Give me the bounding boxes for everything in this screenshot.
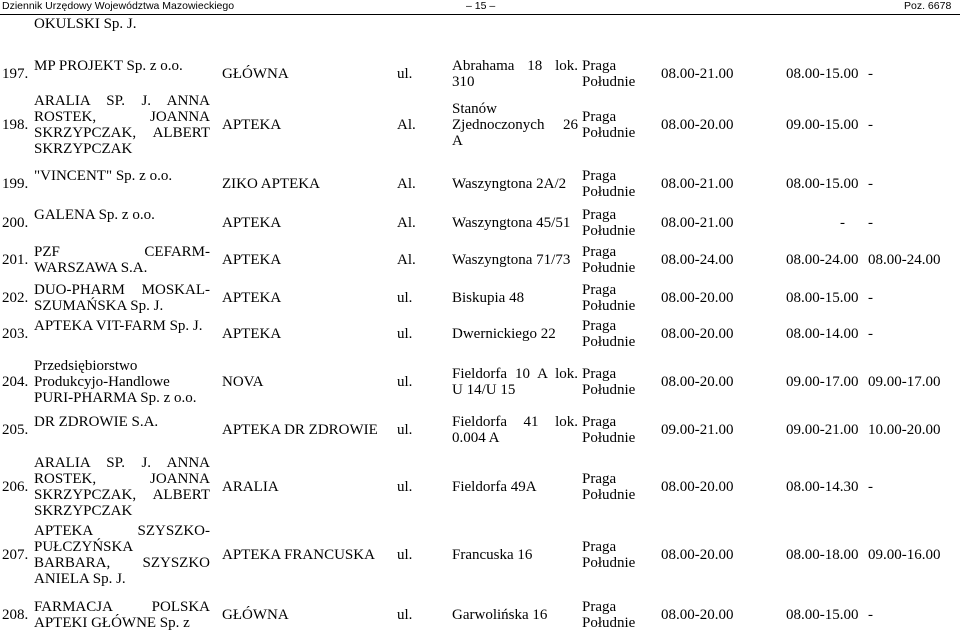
street-prefix: Al. — [397, 215, 416, 231]
hours-sunday: 09.00-16.00 — [868, 547, 941, 563]
row-number: 198. — [2, 117, 29, 133]
company-name-line: SKRZYPCZAK — [34, 141, 133, 157]
row-number: 197. — [2, 66, 29, 82]
company-name-line: Produkcyjo-Handlowe — [34, 374, 170, 390]
district-line: Południe — [582, 382, 636, 398]
row-number: 205. — [2, 422, 29, 438]
street-prefix: Al. — [397, 117, 416, 133]
street-address-line: 0.004 A — [452, 430, 500, 446]
district-line: Praga — [582, 539, 617, 555]
district-line: Praga — [582, 244, 617, 260]
row-number: 204. — [2, 374, 29, 390]
hours-sunday: - — [868, 66, 873, 82]
hours-sunday: - — [868, 215, 873, 231]
hours-saturday: 09.00-17.00 — [786, 374, 859, 390]
street-prefix: ul. — [397, 479, 413, 495]
hours-weekday: 08.00-20.00 — [661, 374, 734, 390]
pharmacy-type: APTEKA — [222, 290, 282, 306]
company-name-line: DR ZDROWIE S.A. — [34, 414, 159, 430]
company-name-line: ANIELA Sp. J. — [34, 571, 126, 587]
company-name-line: GALENA Sp. z o.o. — [34, 207, 155, 223]
hours-sunday: 10.00-20.00 — [868, 422, 941, 438]
pharmacy-type: APTEKA — [222, 215, 282, 231]
pharmacy-type: APTEKA — [222, 117, 282, 133]
hours-sunday: - — [868, 607, 873, 623]
street-prefix: Al. — [397, 176, 416, 192]
district-line: Południe — [582, 125, 636, 141]
hours-weekday: 08.00-24.00 — [661, 252, 734, 268]
hours-weekday: 09.00-21.00 — [661, 422, 734, 438]
row-number: 200. — [2, 215, 29, 231]
district-line: Praga — [582, 414, 617, 430]
company-name-line: APTEKA VIT-FARM Sp. J. — [34, 318, 203, 334]
district-line: Południe — [582, 223, 636, 239]
street-prefix: ul. — [397, 326, 413, 342]
pharmacy-type: APTEKA DR ZDROWIE — [222, 422, 378, 438]
company-name-line: FARMACJA POLSKA — [34, 599, 210, 615]
street-prefix: ul. — [397, 607, 413, 623]
page-number: – 15 – — [466, 0, 496, 12]
company-name-line: ARALIA SP. J. ANNA — [34, 455, 210, 471]
district-line: Południe — [582, 74, 636, 90]
company-name-line: WARSZAWA S.A. — [34, 260, 148, 276]
hours-saturday: 08.00-15.00 — [786, 607, 859, 623]
street-prefix: ul. — [397, 422, 413, 438]
hours-weekday: 08.00-20.00 — [661, 326, 734, 342]
hours-saturday: 08.00-15.00 — [786, 66, 859, 82]
district-line: Praga — [582, 207, 617, 223]
street-prefix: ul. — [397, 374, 413, 390]
company-name-line: OKULSKI Sp. J. — [34, 16, 137, 32]
hours-sunday: - — [868, 117, 873, 133]
company-name-line: ROSTEK, JOANNA — [34, 109, 210, 125]
street-address-line: A — [452, 133, 463, 149]
row-number: 201. — [2, 252, 29, 268]
company-name-line: PURI-PHARMA Sp. z o.o. — [34, 390, 197, 406]
pharmacy-type: APTEKA — [222, 326, 282, 342]
street-address-line: Waszyngtona 2A/2 — [452, 176, 567, 192]
district-line: Południe — [582, 298, 636, 314]
hours-saturday: 09.00-21.00 — [786, 422, 859, 438]
district-line: Południe — [582, 260, 636, 276]
street-address-line: Abrahama 18 lok. — [452, 58, 578, 74]
street-prefix: ul. — [397, 290, 413, 306]
district-line: Południe — [582, 334, 636, 350]
company-name-line: ROSTEK, JOANNA — [34, 471, 210, 487]
company-name-line: SZUMAŃSKA Sp. J. — [34, 298, 164, 314]
pharmacy-type: ARALIA — [222, 479, 279, 495]
hours-weekday: 08.00-21.00 — [661, 176, 734, 192]
hours-saturday: 08.00-14.00 — [786, 326, 859, 342]
page-header — [0, 0, 960, 14]
company-name-line: SKRZYPCZAK, ALBERT — [34, 487, 210, 503]
street-address-line: Waszyngtona 71/73 — [452, 252, 571, 268]
company-name-line: APTEKA SZYSZKO- — [34, 523, 210, 539]
hours-saturday: 09.00-15.00 — [786, 117, 859, 133]
hours-sunday: - — [868, 290, 873, 306]
pharmacy-type: ZIKO APTEKA — [222, 176, 320, 192]
hours-saturday: 08.00-14.30 — [786, 479, 859, 495]
pharmacy-type: APTEKA FRANCUSKA — [222, 547, 375, 563]
district-line: Praga — [582, 58, 617, 74]
company-name-line: DUO-PHARM MOSKAL- — [34, 282, 210, 298]
district-line: Praga — [582, 168, 617, 184]
row-number: 199. — [2, 176, 29, 192]
street-prefix: ul. — [397, 547, 413, 563]
street-address-line: Francuska 16 — [452, 547, 533, 563]
hours-sunday: 08.00-24.00 — [868, 252, 941, 268]
company-name-line: SKRZYPCZAK, ALBERT — [34, 125, 210, 141]
hours-sunday: - — [868, 479, 873, 495]
row-number: 206. — [2, 479, 29, 495]
hours-weekday: 08.00-20.00 — [661, 547, 734, 563]
company-name-line: APTEKI GŁÓWNE Sp. z — [34, 615, 190, 631]
hours-saturday: 08.00-18.00 — [786, 547, 859, 563]
hours-weekday: 08.00-21.00 — [661, 66, 734, 82]
company-name-line: PUŁCZYŃSKA — [34, 539, 134, 555]
street-address-line: Stanów — [452, 101, 497, 117]
row-number: 207. — [2, 547, 29, 563]
hours-saturday: - — [840, 215, 845, 231]
street-address-line: Fieldorfa 49A — [452, 479, 537, 495]
district-line: Południe — [582, 430, 636, 446]
hours-weekday: 08.00-20.00 — [661, 607, 734, 623]
hours-saturday: 08.00-15.00 — [786, 290, 859, 306]
row-number: 208. — [2, 607, 29, 623]
pharmacy-type: APTEKA — [222, 252, 282, 268]
district-line: Praga — [582, 366, 617, 382]
district-line: Południe — [582, 487, 636, 503]
district-line: Praga — [582, 318, 617, 334]
street-address-line: Dwernickiego 22 — [452, 326, 556, 342]
hours-sunday: - — [868, 176, 873, 192]
district-line: Praga — [582, 109, 617, 125]
district-line: Południe — [582, 184, 636, 200]
hours-weekday: 08.00-20.00 — [661, 290, 734, 306]
district-line: Praga — [582, 471, 617, 487]
company-name-line: SKRZYPCZAK — [34, 503, 133, 519]
company-name-line: Przedsiębiorstwo — [34, 358, 138, 374]
hours-sunday: - — [868, 326, 873, 342]
hours-saturday: 08.00-24.00 — [786, 252, 859, 268]
row-number: 203. — [2, 326, 29, 342]
street-address-line: Zjednoczonych 26 — [452, 117, 578, 133]
street-address-line: 310 — [452, 74, 475, 90]
company-name-line: MP PROJEKT Sp. z o.o. — [34, 58, 183, 74]
hours-weekday: 08.00-20.00 — [661, 117, 734, 133]
street-address-line: Waszyngtona 45/51 — [452, 215, 571, 231]
street-prefix: ul. — [397, 66, 413, 82]
position-number: Poz. 6678 — [904, 0, 952, 12]
header-rule — [0, 14, 960, 15]
pharmacy-type: GŁÓWNA — [222, 607, 289, 623]
district-line: Praga — [582, 599, 617, 615]
street-address-line: Biskupia 48 — [452, 290, 525, 306]
district-line: Południe — [582, 615, 636, 631]
company-name-line: "VINCENT" Sp. z o.o. — [34, 168, 173, 184]
hours-weekday: 08.00-20.00 — [661, 479, 734, 495]
district-line: Praga — [582, 282, 617, 298]
journal-title: Dziennik Urzędowy Województwa Mazowieckiego — [2, 0, 235, 12]
district-line: Południe — [582, 555, 636, 571]
hours-sunday: 09.00-17.00 — [868, 374, 941, 390]
company-name-line: PZF CEFARM- — [34, 244, 210, 260]
hours-weekday: 08.00-21.00 — [661, 215, 734, 231]
pharmacy-type: GŁÓWNA — [222, 66, 289, 82]
street-address-line: U 14/U 15 — [452, 382, 516, 398]
row-number: 202. — [2, 290, 29, 306]
pharmacy-type: NOVA — [222, 374, 264, 390]
company-name-line: BARBARA, SZYSZKO — [34, 555, 210, 571]
street-address-line: Fieldorfa 10 A lok. — [452, 366, 578, 382]
street-address-line: Fieldorfa 41 lok. — [452, 414, 578, 430]
company-name-line: ARALIA SP. J. ANNA — [34, 93, 210, 109]
street-address-line: Garwolińska 16 — [452, 607, 548, 623]
hours-saturday: 08.00-15.00 — [786, 176, 859, 192]
street-prefix: Al. — [397, 252, 416, 268]
